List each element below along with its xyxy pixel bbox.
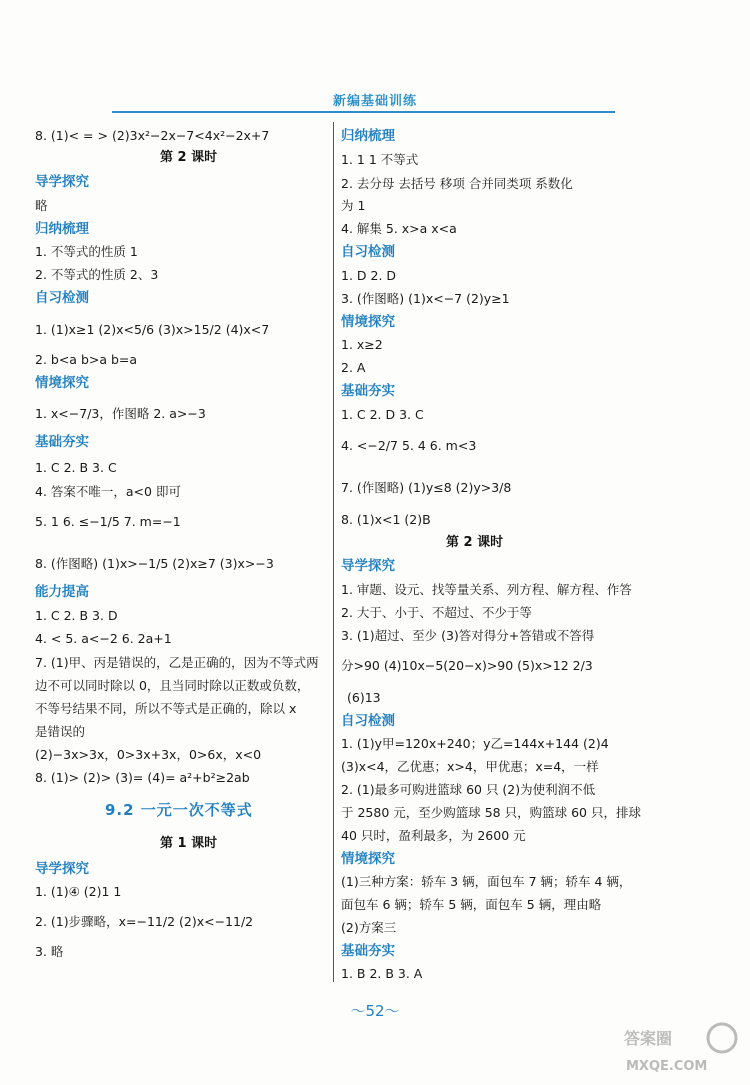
answer-line: 面包车 6 辆；轿车 5 辆，面包车 5 辆，理由略 bbox=[341, 897, 602, 912]
answer-line: 8. (1)> (2)> (3)= (4)= a²+b²≥2ab bbox=[35, 770, 250, 785]
running-header-title: 新编基础训练 bbox=[332, 94, 417, 109]
answer-line: 分>90 (4)10x−5(20−x)>90 (5)x>12 2/3 bbox=[341, 658, 593, 673]
answer-line: 1. C 2. B 3. D bbox=[35, 608, 118, 623]
answer-line: 2. 不等式的性质 2、3 bbox=[35, 267, 159, 282]
section-heading: 能力提高 bbox=[35, 584, 89, 600]
answer-line: 1. C 2. D 3. C bbox=[341, 407, 424, 422]
answer-line: 1. 不等式的性质 1 bbox=[35, 244, 138, 259]
lesson-title: 第 2 课时 bbox=[160, 150, 218, 165]
answer-line: 1. 1 1 不等式 bbox=[341, 152, 419, 167]
header-rule bbox=[112, 111, 615, 113]
section-heading: 归纳梳理 bbox=[341, 128, 395, 144]
answer-line: 1. x<−7/3，作图略 2. a>−3 bbox=[35, 406, 206, 421]
answer-line: 1. (1)y甲=120x+240；y乙=144x+144 (2)4 bbox=[341, 736, 609, 751]
section-heading: 导学探究 bbox=[341, 558, 395, 574]
answer-line: 7. (1)甲、丙是错误的，乙是正确的，因为不等式两 bbox=[35, 655, 319, 670]
answer-line: 8. (作图略) (1)x>−1/5 (2)x≥7 (3)x>−3 bbox=[35, 556, 274, 571]
answer-line: 8. (1)< = > (2)3x²−2x−7<4x²−2x+7 bbox=[35, 128, 270, 143]
answer-line: 40 只时，盈利最多，为 2600 元 bbox=[341, 828, 526, 843]
section-heading: 归纳梳理 bbox=[35, 221, 89, 237]
column-divider bbox=[333, 122, 334, 982]
answer-line: 2. b<a b>a b=a bbox=[35, 352, 138, 367]
section-heading: 基础夯实 bbox=[341, 943, 395, 959]
section-heading: 基础夯实 bbox=[341, 383, 395, 399]
answer-line: 5. 1 6. ≤−1/5 7. m=−1 bbox=[35, 514, 181, 529]
section-heading: 情境探究 bbox=[341, 314, 395, 330]
answer-line: 3. 略 bbox=[35, 944, 64, 959]
answer-line: 4. <−2/7 5. 4 6. m<3 bbox=[341, 438, 477, 453]
answer-line: (3)x<4，乙优惠；x>4，甲优惠；x=4，一样 bbox=[341, 759, 599, 774]
answer-line: 1. B 2. B 3. A bbox=[341, 966, 423, 981]
answer-line: 2. 大于、小于、不超过、不少于等 bbox=[341, 605, 532, 620]
answer-line: 2. (1)最多可购进篮球 60 只 (2)为使利润不低 bbox=[341, 782, 596, 797]
answer-line: 8. (1)x<1 (2)B bbox=[341, 512, 431, 527]
answer-line: 7. (作图略) (1)y≤8 (2)y>3/8 bbox=[341, 480, 512, 495]
section-heading: 自习检测 bbox=[341, 713, 395, 729]
section-heading: 导学探究 bbox=[35, 174, 89, 190]
answer-line: (6)13 bbox=[347, 690, 381, 705]
answer-line: (2)−3x>3x，0>3x+3x，0>6x，x<0 bbox=[35, 747, 262, 762]
answer-line: (1)三种方案：轿车 3 辆，面包车 7 辆；轿车 4 辆， bbox=[341, 874, 632, 889]
answer-line: 1. (1)x≥1 (2)x<5/6 (3)x>15/2 (4)x<7 bbox=[35, 322, 270, 337]
answer-line: 是错误的 bbox=[35, 724, 86, 739]
answer-line: 1. (1)④ (2)1 1 bbox=[35, 884, 122, 899]
section-heading: 情境探究 bbox=[35, 375, 89, 391]
watermark-logo bbox=[622, 1020, 742, 1078]
answer-line: 4. < 5. a<−2 6. 2a+1 bbox=[35, 631, 172, 646]
lesson-title: 第 1 课时 bbox=[160, 836, 218, 851]
answer-line: (2)方案三 bbox=[341, 920, 397, 935]
answer-line: 1. C 2. B 3. C bbox=[35, 460, 117, 475]
answer-line: 边不可以同时除以 0，且当同时除以正数或负数， bbox=[35, 678, 310, 693]
answer-line: 2. (1)步骤略，x=−11/2 (2)x<−11/2 bbox=[35, 914, 254, 929]
answer-line: 4. 答案不唯一，a<0 即可 bbox=[35, 484, 181, 499]
answer-line: 2. 去分母 去括号 移项 合并同类项 系数化 bbox=[341, 176, 573, 191]
section-heading: 自习检测 bbox=[35, 290, 89, 306]
answer-line: 不等号结果不同，所以不等式是正确的，除以 x bbox=[35, 701, 297, 716]
watermark-en: MXQE.COM bbox=[626, 1059, 708, 1074]
answer-line: 4. 解集 5. x>a x<a bbox=[341, 221, 457, 236]
answer-line: 为 1 bbox=[341, 198, 366, 213]
section-title: 9.2 一元一次不等式 bbox=[105, 801, 253, 819]
answer-line: 3. (1)超过、至少 (3)答对得分+答错或不答得 bbox=[341, 628, 595, 643]
section-heading: 基础夯实 bbox=[35, 434, 89, 450]
answer-line: 3. (作图略) (1)x<−7 (2)y≥1 bbox=[341, 291, 510, 306]
answer-line: 1. 审题、设元、找等量关系、列方程、解方程、作答 bbox=[341, 582, 632, 597]
section-heading: 自习检测 bbox=[341, 244, 395, 260]
page-number: ～52～ bbox=[350, 1002, 400, 1020]
answer-line: 2. A bbox=[341, 360, 366, 375]
answer-line: 1. D 2. D bbox=[341, 268, 397, 283]
answer-line: 于 2580 元，至少购篮球 58 只，购篮球 60 只，排球 bbox=[341, 805, 641, 820]
lesson-title: 第 2 课时 bbox=[446, 535, 504, 550]
watermark-cn: 答案圈 bbox=[624, 1029, 673, 1048]
section-heading: 情境探究 bbox=[341, 851, 395, 867]
answer-line: 1. x≥2 bbox=[341, 337, 383, 352]
answer-line: 略 bbox=[35, 198, 48, 213]
section-heading: 导学探究 bbox=[35, 861, 89, 877]
